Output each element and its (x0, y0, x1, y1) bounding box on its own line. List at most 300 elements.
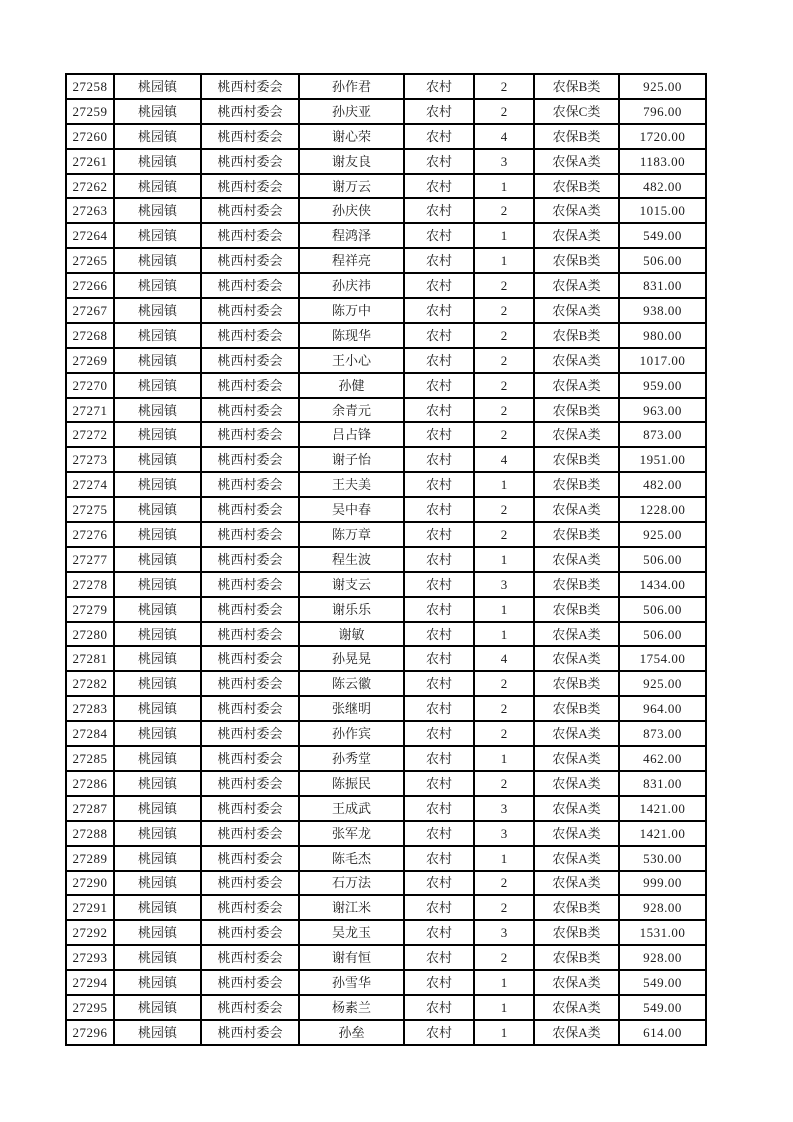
table-row (66, 1020, 706, 1045)
cell-amount: 506.00 (619, 248, 706, 273)
cell-category: 农保B类 (534, 323, 619, 348)
table-row (66, 696, 706, 721)
cell-id: 27287 (66, 796, 114, 821)
cell-type: 农村 (404, 273, 474, 298)
cell-count: 2 (474, 348, 534, 373)
cell-town: 桃园镇 (114, 597, 201, 622)
cell-type: 农村 (404, 646, 474, 671)
cell-amount: 506.00 (619, 597, 706, 622)
cell-amount: 1951.00 (619, 447, 706, 472)
cell-id: 27276 (66, 522, 114, 547)
cell-town: 桃园镇 (114, 447, 201, 472)
cell-village: 桃西村委会 (201, 273, 299, 298)
cell-amount: 1183.00 (619, 149, 706, 174)
cell-amount: 963.00 (619, 398, 706, 423)
cell-name: 程生波 (299, 547, 404, 572)
cell-town: 桃园镇 (114, 174, 201, 199)
cell-name: 孙晃晃 (299, 646, 404, 671)
cell-name: 陈振民 (299, 771, 404, 796)
table-row (66, 572, 706, 597)
cell-village: 桃西村委会 (201, 597, 299, 622)
cell-count: 2 (474, 497, 534, 522)
table-row (66, 522, 706, 547)
table-row (66, 920, 706, 945)
table-row (66, 671, 706, 696)
cell-amount: 549.00 (619, 223, 706, 248)
cell-name: 谢敏 (299, 622, 404, 647)
cell-town: 桃园镇 (114, 472, 201, 497)
cell-town: 桃园镇 (114, 273, 201, 298)
table-row (66, 871, 706, 896)
cell-name: 孙庆亚 (299, 99, 404, 124)
cell-village: 桃西村委会 (201, 422, 299, 447)
table-row (66, 970, 706, 995)
cell-village: 桃西村委会 (201, 373, 299, 398)
cell-count: 2 (474, 895, 534, 920)
cell-count: 1 (474, 547, 534, 572)
cell-count: 1 (474, 248, 534, 273)
cell-amount: 999.00 (619, 871, 706, 896)
cell-category: 农保B类 (534, 572, 619, 597)
cell-town: 桃园镇 (114, 198, 201, 223)
cell-type: 农村 (404, 696, 474, 721)
cell-name: 孙秀堂 (299, 746, 404, 771)
cell-count: 2 (474, 198, 534, 223)
cell-category: 农保A类 (534, 721, 619, 746)
cell-type: 农村 (404, 398, 474, 423)
cell-id: 27267 (66, 298, 114, 323)
cell-town: 桃园镇 (114, 945, 201, 970)
cell-id: 27289 (66, 846, 114, 871)
cell-category: 农保A类 (534, 497, 619, 522)
cell-amount: 1531.00 (619, 920, 706, 945)
cell-type: 农村 (404, 472, 474, 497)
cell-amount: 831.00 (619, 273, 706, 298)
cell-name: 杨素兰 (299, 995, 404, 1020)
cell-id: 27270 (66, 373, 114, 398)
cell-count: 1 (474, 995, 534, 1020)
cell-id: 27263 (66, 198, 114, 223)
cell-type: 农村 (404, 821, 474, 846)
cell-village: 桃西村委会 (201, 721, 299, 746)
table-row (66, 646, 706, 671)
cell-name: 程祥亮 (299, 248, 404, 273)
cell-town: 桃园镇 (114, 895, 201, 920)
cell-village: 桃西村委会 (201, 398, 299, 423)
cell-village: 桃西村委会 (201, 871, 299, 896)
cell-village: 桃西村委会 (201, 945, 299, 970)
cell-count: 2 (474, 398, 534, 423)
cell-category: 农保B类 (534, 597, 619, 622)
cell-amount: 1754.00 (619, 646, 706, 671)
cell-type: 农村 (404, 871, 474, 896)
cell-amount: 1421.00 (619, 821, 706, 846)
cell-category: 农保B类 (534, 945, 619, 970)
cell-type: 农村 (404, 497, 474, 522)
cell-count: 3 (474, 572, 534, 597)
cell-village: 桃西村委会 (201, 821, 299, 846)
cell-town: 桃园镇 (114, 721, 201, 746)
table-row (66, 398, 706, 423)
benefits-roster-table (65, 73, 707, 1046)
cell-town: 桃园镇 (114, 522, 201, 547)
cell-village: 桃西村委会 (201, 522, 299, 547)
cell-count: 1 (474, 970, 534, 995)
cell-count: 2 (474, 422, 534, 447)
table-row (66, 74, 706, 99)
table-row (66, 597, 706, 622)
cell-name: 张继明 (299, 696, 404, 721)
cell-amount: 928.00 (619, 945, 706, 970)
cell-type: 农村 (404, 522, 474, 547)
table-row (66, 472, 706, 497)
cell-category: 农保A类 (534, 1020, 619, 1045)
cell-type: 农村 (404, 945, 474, 970)
table-row (66, 771, 706, 796)
cell-id: 27261 (66, 149, 114, 174)
cell-village: 桃西村委会 (201, 771, 299, 796)
cell-village: 桃西村委会 (201, 149, 299, 174)
cell-town: 桃园镇 (114, 646, 201, 671)
cell-name: 谢心荣 (299, 124, 404, 149)
cell-town: 桃园镇 (114, 348, 201, 373)
cell-id: 27279 (66, 597, 114, 622)
cell-count: 2 (474, 721, 534, 746)
cell-amount: 925.00 (619, 522, 706, 547)
cell-town: 桃园镇 (114, 124, 201, 149)
table-row (66, 223, 706, 248)
cell-category: 农保A类 (534, 746, 619, 771)
cell-amount: 925.00 (619, 671, 706, 696)
table-row (66, 124, 706, 149)
cell-id: 27281 (66, 646, 114, 671)
cell-category: 农保A类 (534, 149, 619, 174)
cell-village: 桃西村委会 (201, 646, 299, 671)
cell-id: 27275 (66, 497, 114, 522)
cell-amount: 873.00 (619, 422, 706, 447)
cell-category: 农保A类 (534, 622, 619, 647)
table-row (66, 622, 706, 647)
cell-amount: 959.00 (619, 373, 706, 398)
cell-id: 27278 (66, 572, 114, 597)
cell-type: 农村 (404, 920, 474, 945)
cell-type: 农村 (404, 796, 474, 821)
cell-town: 桃园镇 (114, 248, 201, 273)
cell-category: 农保B类 (534, 248, 619, 273)
cell-village: 桃西村委会 (201, 796, 299, 821)
cell-amount: 482.00 (619, 174, 706, 199)
cell-id: 27290 (66, 871, 114, 896)
cell-type: 农村 (404, 547, 474, 572)
cell-name: 孙健 (299, 373, 404, 398)
cell-count: 2 (474, 99, 534, 124)
cell-count: 2 (474, 696, 534, 721)
table-row (66, 796, 706, 821)
cell-town: 桃园镇 (114, 149, 201, 174)
cell-category: 农保B类 (534, 124, 619, 149)
cell-name: 陈毛杰 (299, 846, 404, 871)
cell-count: 4 (474, 646, 534, 671)
table-row (66, 746, 706, 771)
cell-amount: 1228.00 (619, 497, 706, 522)
cell-amount: 506.00 (619, 622, 706, 647)
cell-count: 1 (474, 846, 534, 871)
cell-name: 王小心 (299, 348, 404, 373)
cell-name: 吕占锋 (299, 422, 404, 447)
cell-amount: 1434.00 (619, 572, 706, 597)
cell-id: 27291 (66, 895, 114, 920)
cell-type: 农村 (404, 174, 474, 199)
cell-type: 农村 (404, 348, 474, 373)
cell-category: 农保B类 (534, 920, 619, 945)
cell-type: 农村 (404, 198, 474, 223)
cell-type: 农村 (404, 298, 474, 323)
cell-name: 谢万云 (299, 174, 404, 199)
cell-count: 3 (474, 149, 534, 174)
cell-type: 农村 (404, 572, 474, 597)
cell-town: 桃园镇 (114, 846, 201, 871)
cell-count: 3 (474, 821, 534, 846)
cell-name: 张军龙 (299, 821, 404, 846)
cell-town: 桃园镇 (114, 547, 201, 572)
cell-village: 桃西村委会 (201, 671, 299, 696)
table-row (66, 273, 706, 298)
cell-town: 桃园镇 (114, 746, 201, 771)
cell-type: 农村 (404, 895, 474, 920)
cell-village: 桃西村委会 (201, 472, 299, 497)
cell-town: 桃园镇 (114, 920, 201, 945)
table-row (66, 149, 706, 174)
cell-town: 桃园镇 (114, 323, 201, 348)
cell-id: 27296 (66, 1020, 114, 1045)
cell-category: 农保A类 (534, 422, 619, 447)
cell-id: 27295 (66, 995, 114, 1020)
cell-category: 农保B类 (534, 472, 619, 497)
table-row (66, 447, 706, 472)
cell-category: 农保A类 (534, 348, 619, 373)
cell-town: 桃园镇 (114, 74, 201, 99)
cell-amount: 1421.00 (619, 796, 706, 821)
table-row (66, 174, 706, 199)
cell-category: 农保B类 (534, 74, 619, 99)
table-row (66, 298, 706, 323)
cell-count: 3 (474, 920, 534, 945)
cell-name: 陈云徽 (299, 671, 404, 696)
cell-village: 桃西村委会 (201, 895, 299, 920)
cell-amount: 928.00 (619, 895, 706, 920)
cell-category: 农保B类 (534, 895, 619, 920)
cell-type: 农村 (404, 223, 474, 248)
cell-name: 王成武 (299, 796, 404, 821)
cell-type: 农村 (404, 721, 474, 746)
cell-type: 农村 (404, 995, 474, 1020)
cell-id: 27258 (66, 74, 114, 99)
cell-village: 桃西村委会 (201, 223, 299, 248)
cell-type: 农村 (404, 124, 474, 149)
cell-town: 桃园镇 (114, 771, 201, 796)
cell-category: 农保A类 (534, 646, 619, 671)
cell-village: 桃西村委会 (201, 746, 299, 771)
cell-village: 桃西村委会 (201, 846, 299, 871)
table-row (66, 248, 706, 273)
cell-town: 桃园镇 (114, 497, 201, 522)
cell-village: 桃西村委会 (201, 74, 299, 99)
cell-count: 2 (474, 74, 534, 99)
cell-town: 桃园镇 (114, 422, 201, 447)
cell-type: 农村 (404, 671, 474, 696)
table-row (66, 373, 706, 398)
cell-id: 27282 (66, 671, 114, 696)
cell-category: 农保A类 (534, 846, 619, 871)
cell-count: 1 (474, 1020, 534, 1045)
cell-name: 吴中春 (299, 497, 404, 522)
cell-village: 桃西村委会 (201, 198, 299, 223)
table-row (66, 422, 706, 447)
cell-type: 农村 (404, 422, 474, 447)
cell-category: 农保A类 (534, 547, 619, 572)
cell-id: 27260 (66, 124, 114, 149)
cell-id: 27269 (66, 348, 114, 373)
cell-id: 27271 (66, 398, 114, 423)
cell-count: 2 (474, 871, 534, 896)
cell-amount: 980.00 (619, 323, 706, 348)
cell-amount: 1015.00 (619, 198, 706, 223)
cell-category: 农保A类 (534, 871, 619, 896)
cell-town: 桃园镇 (114, 622, 201, 647)
table-row (66, 846, 706, 871)
cell-category: 农保A类 (534, 223, 619, 248)
cell-id: 27280 (66, 622, 114, 647)
cell-type: 农村 (404, 746, 474, 771)
cell-name: 孙垒 (299, 1020, 404, 1045)
cell-id: 27259 (66, 99, 114, 124)
cell-amount: 1017.00 (619, 348, 706, 373)
cell-count: 2 (474, 298, 534, 323)
cell-town: 桃园镇 (114, 99, 201, 124)
cell-town: 桃园镇 (114, 671, 201, 696)
cell-village: 桃西村委会 (201, 970, 299, 995)
cell-count: 2 (474, 273, 534, 298)
cell-category: 农保A类 (534, 373, 619, 398)
cell-town: 桃园镇 (114, 796, 201, 821)
cell-village: 桃西村委会 (201, 622, 299, 647)
table-row (66, 895, 706, 920)
table-row (66, 99, 706, 124)
cell-type: 农村 (404, 447, 474, 472)
cell-category: 农保A类 (534, 273, 619, 298)
cell-id: 27273 (66, 447, 114, 472)
cell-category: 农保C类 (534, 99, 619, 124)
cell-type: 农村 (404, 970, 474, 995)
cell-category: 农保B类 (534, 174, 619, 199)
table-body (66, 74, 706, 1045)
cell-name: 石万法 (299, 871, 404, 896)
table-row (66, 547, 706, 572)
cell-category: 农保B类 (534, 522, 619, 547)
cell-category: 农保A类 (534, 995, 619, 1020)
cell-amount: 530.00 (619, 846, 706, 871)
cell-category: 农保A类 (534, 298, 619, 323)
cell-type: 农村 (404, 597, 474, 622)
cell-id: 27277 (66, 547, 114, 572)
table-row (66, 721, 706, 746)
cell-type: 农村 (404, 74, 474, 99)
cell-category: 农保B类 (534, 671, 619, 696)
cell-village: 桃西村委会 (201, 99, 299, 124)
cell-type: 农村 (404, 323, 474, 348)
cell-amount: 549.00 (619, 970, 706, 995)
cell-town: 桃园镇 (114, 398, 201, 423)
cell-count: 2 (474, 945, 534, 970)
cell-type: 农村 (404, 373, 474, 398)
cell-category: 农保B类 (534, 696, 619, 721)
cell-count: 2 (474, 771, 534, 796)
cell-name: 谢子怡 (299, 447, 404, 472)
cell-id: 27294 (66, 970, 114, 995)
cell-id: 27284 (66, 721, 114, 746)
table-row (66, 497, 706, 522)
cell-count: 4 (474, 124, 534, 149)
cell-town: 桃园镇 (114, 1020, 201, 1045)
cell-name: 陈万章 (299, 522, 404, 547)
cell-amount: 796.00 (619, 99, 706, 124)
cell-type: 农村 (404, 771, 474, 796)
cell-type: 农村 (404, 248, 474, 273)
cell-name: 孙庆侠 (299, 198, 404, 223)
cell-village: 桃西村委会 (201, 696, 299, 721)
cell-category: 农保B类 (534, 398, 619, 423)
cell-village: 桃西村委会 (201, 323, 299, 348)
cell-village: 桃西村委会 (201, 348, 299, 373)
cell-id: 27266 (66, 273, 114, 298)
cell-type: 农村 (404, 1020, 474, 1045)
cell-amount: 831.00 (619, 771, 706, 796)
table-row (66, 198, 706, 223)
cell-amount: 482.00 (619, 472, 706, 497)
cell-id: 27268 (66, 323, 114, 348)
cell-count: 2 (474, 522, 534, 547)
table-row (66, 323, 706, 348)
cell-name: 孙作君 (299, 74, 404, 99)
cell-id: 27265 (66, 248, 114, 273)
cell-village: 桃西村委会 (201, 124, 299, 149)
cell-type: 农村 (404, 622, 474, 647)
cell-town: 桃园镇 (114, 970, 201, 995)
cell-id: 27272 (66, 422, 114, 447)
cell-town: 桃园镇 (114, 572, 201, 597)
cell-village: 桃西村委会 (201, 174, 299, 199)
cell-name: 王夫美 (299, 472, 404, 497)
cell-type: 农村 (404, 149, 474, 174)
cell-amount: 462.00 (619, 746, 706, 771)
cell-count: 1 (474, 622, 534, 647)
cell-count: 2 (474, 373, 534, 398)
cell-town: 桃园镇 (114, 298, 201, 323)
cell-id: 27262 (66, 174, 114, 199)
cell-village: 桃西村委会 (201, 572, 299, 597)
cell-village: 桃西村委会 (201, 447, 299, 472)
cell-count: 1 (474, 174, 534, 199)
table-row (66, 821, 706, 846)
cell-name: 谢支云 (299, 572, 404, 597)
cell-id: 27293 (66, 945, 114, 970)
cell-category: 农保A类 (534, 796, 619, 821)
cell-category: 农保B类 (534, 447, 619, 472)
cell-type: 农村 (404, 846, 474, 871)
cell-count: 2 (474, 323, 534, 348)
cell-name: 余青元 (299, 398, 404, 423)
cell-name: 孙雪华 (299, 970, 404, 995)
